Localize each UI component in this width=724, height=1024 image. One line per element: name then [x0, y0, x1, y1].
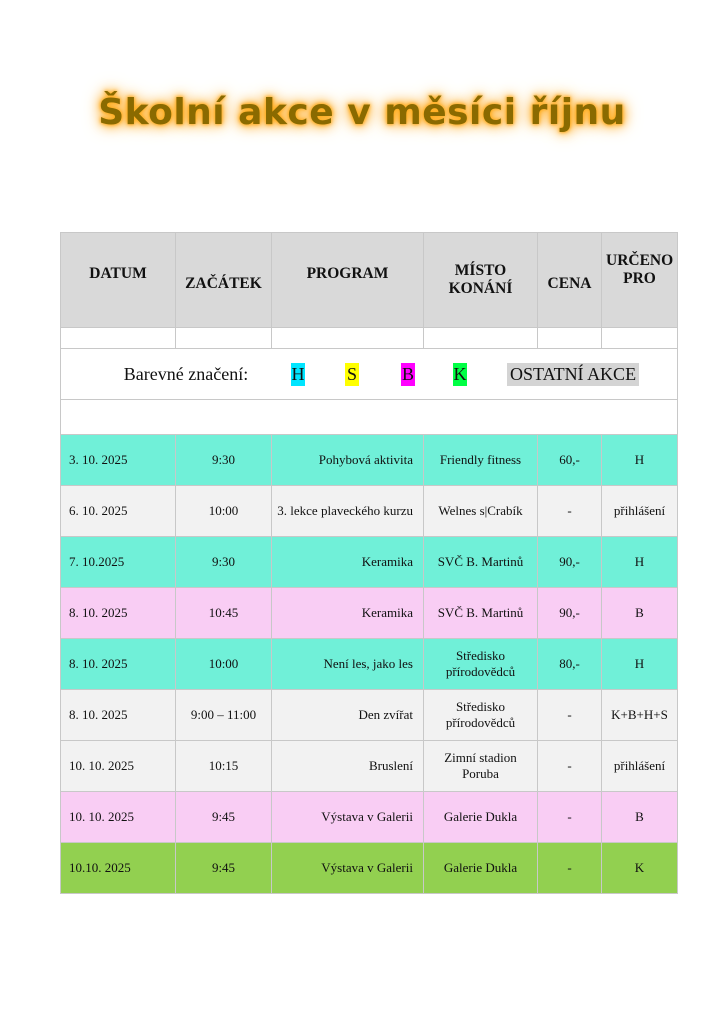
cell-program: Keramika: [272, 537, 424, 588]
cell-price: 90,-: [538, 537, 602, 588]
cell-price: -: [538, 486, 602, 537]
table-row: [61, 843, 678, 894]
header-datum: DATUM: [61, 233, 176, 328]
cell-audience: přihlášení: [602, 486, 678, 537]
cell-start: 10:45: [176, 588, 272, 639]
cell-audience: K: [602, 843, 678, 894]
header-urceno: URČENO PRO: [602, 233, 678, 328]
cell-audience: H: [602, 435, 678, 486]
cell-price: -: [538, 741, 602, 792]
header-misto: MÍSTO KONÁNÍ: [424, 233, 538, 328]
cell-date: 8. 10. 2025: [61, 690, 176, 741]
cell-audience: H: [602, 639, 678, 690]
cell-date: 8. 10. 2025: [61, 639, 176, 690]
legend-chip-k: K: [453, 363, 467, 384]
legend-chip-h: H: [291, 363, 305, 384]
cell-price: 90,-: [538, 588, 602, 639]
cell-price: 80,-: [538, 639, 602, 690]
table-row: [61, 588, 678, 639]
cell-date: 10. 10. 2025: [61, 792, 176, 843]
cell-price: -: [538, 690, 602, 741]
cell-price: -: [538, 843, 602, 894]
cell-start: 9:45: [176, 792, 272, 843]
cell-start: 10:00: [176, 486, 272, 537]
cell-start: 9:00 – 11:00: [176, 690, 272, 741]
cell-place: Zimní stadion Poruba: [424, 741, 538, 792]
cell-date: 10. 10. 2025: [61, 741, 176, 792]
cell-program: Bruslení: [272, 741, 424, 792]
cell-date: 10.10. 2025: [61, 843, 176, 894]
cell-date: 8. 10. 2025: [61, 588, 176, 639]
cell-place: Galerie Dukla: [424, 792, 538, 843]
cell-audience: B: [602, 792, 678, 843]
table-row: [61, 537, 678, 588]
events-table: [60, 232, 678, 894]
cell-place: Friendly fitness: [424, 435, 538, 486]
table-row: [61, 741, 678, 792]
cell-place: Středisko přírodovědců: [424, 639, 538, 690]
cell-date: 3. 10. 2025: [61, 435, 176, 486]
cell-start: 10:15: [176, 741, 272, 792]
spacer-row: [61, 328, 678, 349]
cell-start: 10:00: [176, 639, 272, 690]
cell-price: -: [538, 792, 602, 843]
header-program: PROGRAM: [272, 233, 424, 328]
cell-start: 9:30: [176, 537, 272, 588]
cell-program: 3. lekce plaveckého kurzu: [272, 486, 424, 537]
cell-date: 7. 10.2025: [61, 537, 176, 588]
cell-date: 6. 10. 2025: [61, 486, 176, 537]
cell-place: SVČ B. Martinů: [424, 537, 538, 588]
cell-start: 9:45: [176, 843, 272, 894]
cell-start: 9:30: [176, 435, 272, 486]
table-row: [61, 792, 678, 843]
legend-chip-other: OSTATNÍ AKCE: [507, 363, 639, 386]
cell-program: Výstava v Galerii: [272, 792, 424, 843]
cell-program: Den zvířat: [272, 690, 424, 741]
table-row: [61, 486, 678, 537]
cell-place: Středisko přírodovědců: [424, 690, 538, 741]
header-row: [61, 233, 678, 328]
legend-row: [61, 349, 678, 400]
cell-audience: přihlášení: [602, 741, 678, 792]
cell-program: Není les, jako les: [272, 639, 424, 690]
cell-program: Výstava v Galerii: [272, 843, 424, 894]
table-row: [61, 435, 678, 486]
color-legend: [65, 363, 673, 386]
table-row: [61, 690, 678, 741]
header-zacatek: ZAČÁTEK: [176, 233, 272, 328]
legend-chip-b: B: [401, 363, 414, 384]
cell-place: Welnes s|Crabík: [424, 486, 538, 537]
cell-place: SVČ B. Martinů: [424, 588, 538, 639]
cell-place: Galerie Dukla: [424, 843, 538, 894]
cell-price: 60,-: [538, 435, 602, 486]
cell-audience: H: [602, 537, 678, 588]
cell-audience: K+B+H+S: [602, 690, 678, 741]
cell-program: Keramika: [272, 588, 424, 639]
table-row: [61, 639, 678, 690]
cell-audience: B: [602, 588, 678, 639]
header-cena: CENA: [538, 233, 602, 328]
legend-label: Barevné značení:: [123, 363, 249, 384]
cell-program: Pohybová aktivita: [272, 435, 424, 486]
legend-chip-s: S: [346, 363, 357, 384]
page-title: Školní akce v měsíci říjnu: [98, 92, 626, 133]
blank-row: [61, 400, 678, 435]
